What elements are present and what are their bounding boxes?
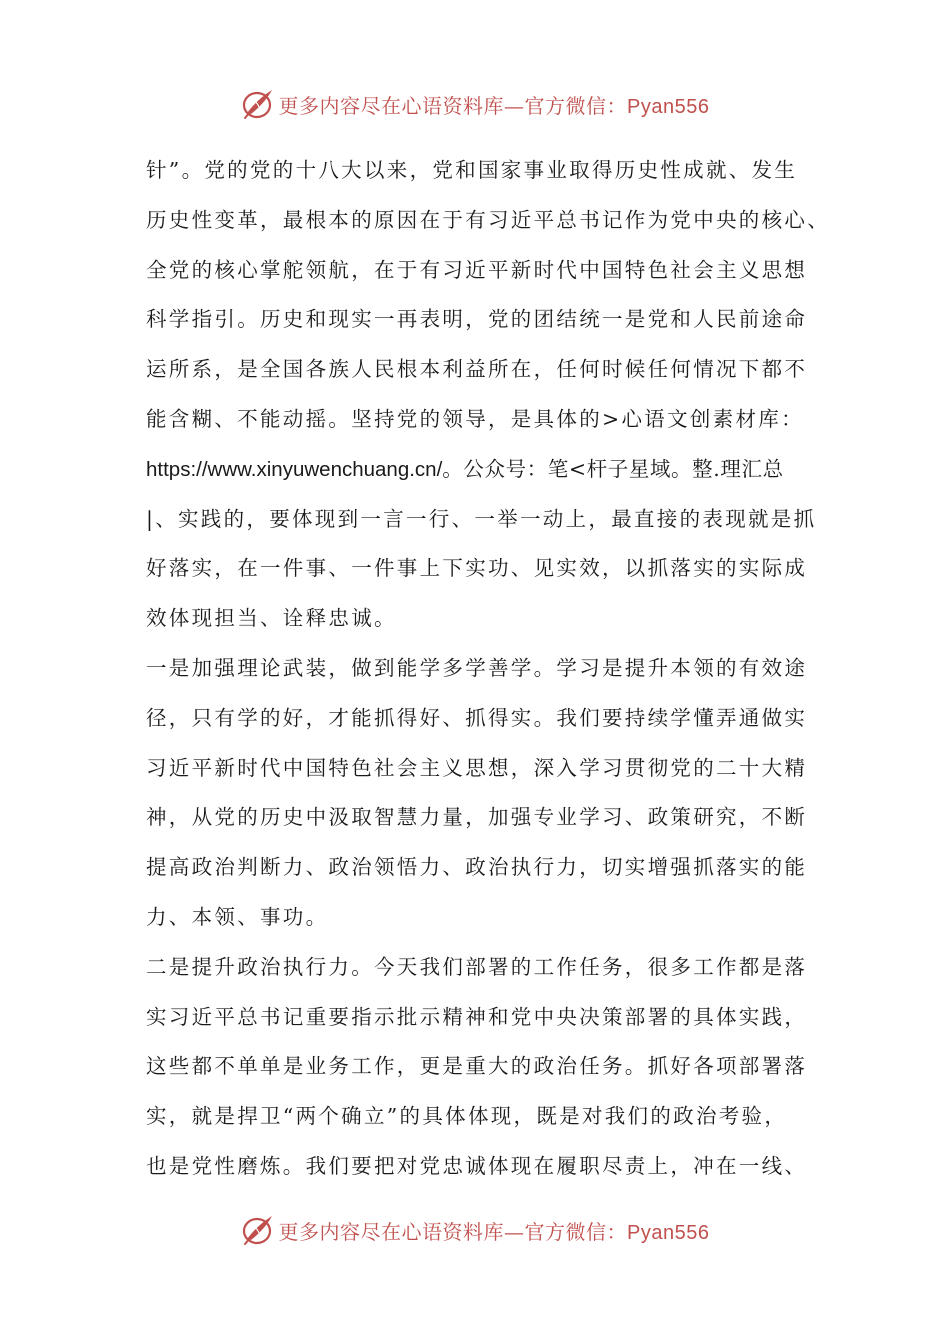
body-line-11: 一是加强理论武装，做到能学多学善学。学习是提升本领的有效途 [146, 655, 808, 680]
body-line-14: 神，从党的历史中汲取智慧力量，加强专业学习、政策研究，不断 [146, 805, 808, 830]
header-wechat-id: Pyan556 [627, 95, 710, 118]
url-line-rest: 。公众号：笔<杆子星域。整.理汇总 [442, 456, 784, 481]
body-line-8: |、实践的，要体现到一言一行、一举一动上，最直接的表现就是抓 [146, 506, 817, 531]
header-label: 更多内容尽在心语资料库—官方微信： [278, 93, 628, 118]
body-line-3: 全党的核心掌舵领航，在于有习近平新时代中国特色社会主义思想 [146, 257, 808, 282]
body-line-16: 力、本领、事功。 [146, 904, 329, 929]
document-body [146, 146, 830, 1192]
body-line-20: 实，就是捍卫“两个确立”的具体体现，既是对我们的政治考验， [146, 1104, 788, 1129]
body-line-12: 径，只有学的好，才能抓得好、抓得实。我们要持续学懂弄通做实 [146, 705, 808, 730]
body-line-19: 这些都不单单是业务工作，更是重大的政治任务。抓好各项部署落 [146, 1054, 808, 1079]
quill-logo-icon [241, 87, 275, 121]
footer-banner [0, 1210, 950, 1250]
body-line-1: 针”。党的党的十八大以来，党和国家事业取得历史性成就、发生 [146, 158, 798, 182]
body-line-18: 实习近平总书记重要指示批示精神和党中央决策部署的具体实践， [146, 1004, 808, 1029]
body-line-4: 科学指引。历史和现实一再表明，党的团结统一是党和人民前途命 [146, 307, 808, 332]
body-line-url [146, 445, 826, 495]
body-line-9: 好落实，在一件事、一件事上下实功、见实效，以抓落实的实际成 [146, 556, 808, 581]
body-line-13: 习近平新时代中国特色社会主义思想，深入学习贯彻党的二十大精 [146, 755, 808, 780]
quill-logo-icon [241, 1213, 275, 1247]
header-banner [0, 84, 950, 124]
body-line-5: 运所系，是全国各族人民根本利益所在，任何时候任何情况下都不 [146, 357, 808, 382]
body-line-21: 也是党性磨炼。我们要把对党忠诚体现在履职尽责上，冲在一线、 [146, 1153, 808, 1178]
footer-text [279, 1216, 710, 1245]
body-line-15: 提高政治判断力、政治领悟力、政治执行力，切实增强抓落实的能 [146, 855, 808, 880]
body-line-17: 二是提升政治执行力。今天我们部署的工作任务，很多工作都是落 [146, 954, 808, 979]
source-url-text: https://www.xinyuwenchuang.cn/ [146, 457, 443, 481]
body-line-6: 能含糊、不能动摇。坚持党的领导，是具体的>心语文创素材库： [146, 406, 804, 431]
header-text [279, 90, 710, 119]
footer-wechat-id: Pyan556 [627, 1221, 710, 1244]
footer-label: 更多内容尽在心语资料库—官方微信： [278, 1219, 628, 1244]
body-line-2: 历史性变革，最根本的原因在于有习近平总书记作为党中央的核心、 [146, 207, 830, 232]
body-line-10: 效体现担当、诠释忠诚。 [146, 606, 397, 631]
